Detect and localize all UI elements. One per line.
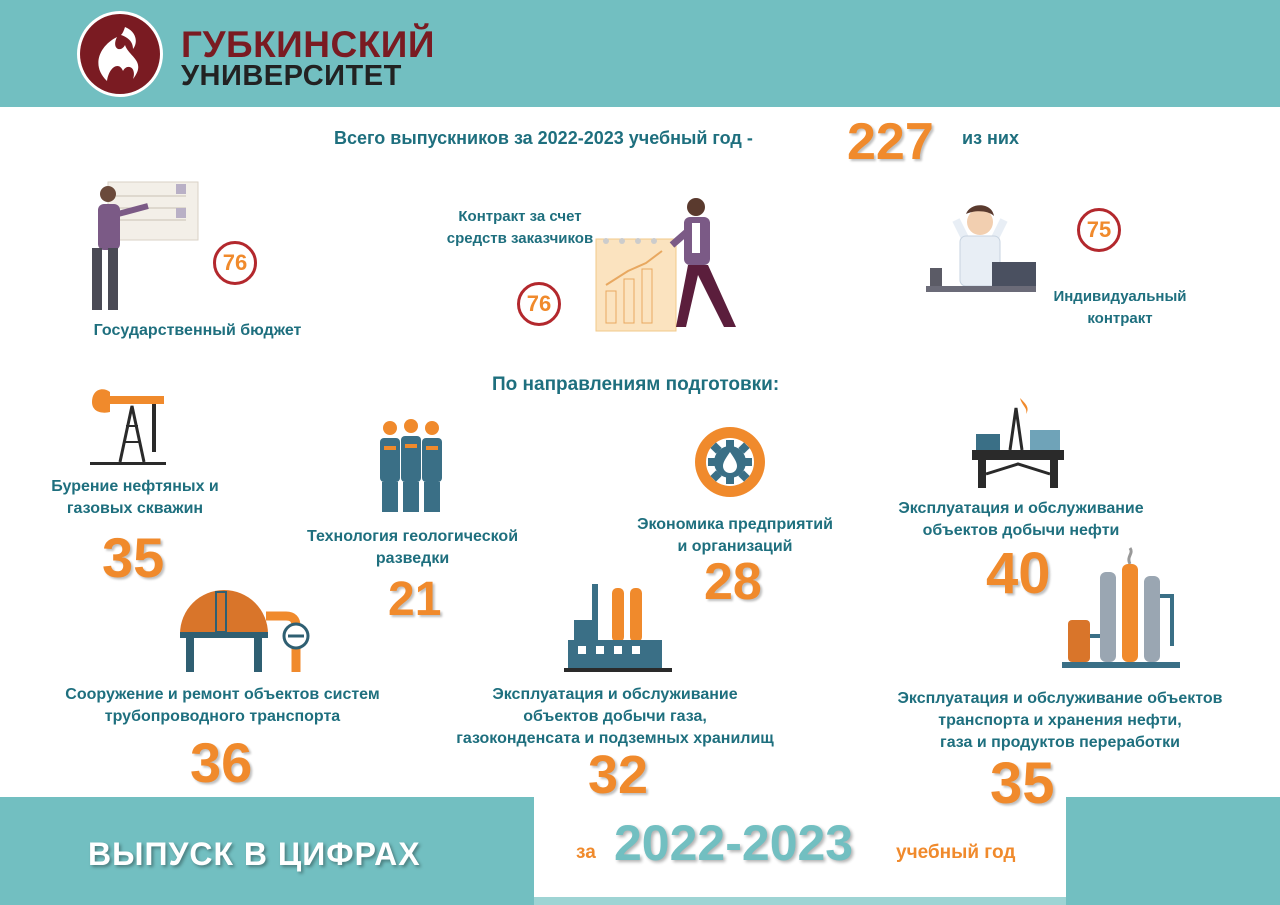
footer-suffix: учебный год bbox=[896, 842, 1016, 863]
presenter-board-illustration bbox=[86, 178, 206, 318]
direction-oil-value: 40 bbox=[986, 541, 1051, 606]
direction-economics-line1: Экономика предприятий bbox=[637, 516, 833, 533]
brand-name-line1: ГУБКИНСКИЙ bbox=[181, 24, 435, 65]
funding-individual-label-line1: Индивидуальный bbox=[1053, 288, 1187, 305]
funding-budget-value: 76 bbox=[213, 241, 257, 285]
direction-drilling-value: 35 bbox=[102, 526, 165, 589]
direction-gas-line3: газоконденсата и подземных хранилищ bbox=[456, 730, 774, 747]
calendar-push-illustration bbox=[592, 195, 772, 337]
direction-geology-label bbox=[290, 526, 535, 570]
distillation-column-icon bbox=[1060, 546, 1182, 672]
direction-geology-line1: Технология геологической bbox=[306, 528, 519, 545]
direction-pipeline-value: 36 bbox=[190, 731, 253, 794]
oil-platform-icon bbox=[970, 394, 1066, 492]
funding-individual-label bbox=[1040, 286, 1200, 330]
summary-total: 227 bbox=[847, 113, 934, 171]
footer-band-right bbox=[1066, 797, 1280, 905]
flame-logo-icon bbox=[77, 11, 163, 97]
funding-contract-label bbox=[420, 206, 620, 250]
footer-za: за bbox=[576, 842, 596, 863]
oil-pump-icon bbox=[88, 382, 168, 466]
direction-gas-line2: объектов добычи газа, bbox=[523, 708, 707, 725]
direction-gas-label bbox=[436, 684, 794, 750]
direction-pipeline-line1: Сооружение и ремонт объектов систем bbox=[65, 686, 380, 703]
direction-economics-value: 28 bbox=[704, 553, 762, 611]
directions-heading: По направлениям подготовки: bbox=[492, 374, 780, 395]
direction-geology-value: 21 bbox=[388, 573, 442, 626]
summary-suffix: из них bbox=[962, 128, 1019, 148]
direction-oil-line2: объектов добычи нефти bbox=[922, 522, 1120, 539]
direction-geology-line2: разведки bbox=[375, 550, 450, 567]
summary-prefix: Всего выпускников за 2022-2023 учебный год - bbox=[334, 128, 753, 148]
direction-oil-line1: Эксплуатация и обслуживание bbox=[898, 500, 1144, 517]
tank-pipeline-icon bbox=[176, 586, 310, 676]
direction-transport-value: 35 bbox=[990, 751, 1055, 816]
funding-contract-label-line2: средств заказчиков bbox=[446, 230, 594, 247]
direction-drilling-line2: газовых скважин bbox=[66, 500, 204, 517]
direction-gas-value: 32 bbox=[588, 745, 649, 805]
relaxed-worker-illustration bbox=[922, 200, 1042, 296]
gas-refinery-icon bbox=[562, 580, 674, 676]
footer-year: 2022-2023 bbox=[614, 815, 854, 871]
direction-transport-line3: газа и продуктов переработки bbox=[940, 734, 1180, 751]
funding-individual-label-line2: контракт bbox=[1087, 310, 1153, 327]
funding-contract-label-line1: Контракт за счет bbox=[458, 208, 582, 225]
direction-gas-line1: Эксплуатация и обслуживание bbox=[492, 686, 738, 703]
gear-oil-drop-icon bbox=[694, 426, 766, 498]
direction-transport-line1: Эксплуатация и обслуживание объектов bbox=[897, 690, 1223, 707]
university-logo[interactable] bbox=[77, 11, 163, 97]
direction-pipeline-line2: трубопроводного транспорта bbox=[104, 708, 341, 725]
direction-transport-label bbox=[872, 688, 1248, 754]
funding-budget-label: Государственный бюджет bbox=[93, 322, 302, 339]
direction-drilling-label bbox=[30, 476, 240, 520]
footer-strip bbox=[534, 897, 1066, 905]
funding-individual-value: 75 bbox=[1077, 208, 1121, 252]
funding-contract-value: 76 bbox=[517, 282, 561, 326]
direction-drilling-line1: Бурение нефтяных и bbox=[51, 478, 219, 495]
footer-title: ВЫПУСК В ЦИФРАХ bbox=[88, 836, 421, 872]
workers-group-icon bbox=[376, 418, 446, 514]
direction-pipeline-label bbox=[40, 684, 405, 728]
direction-oil-label bbox=[876, 498, 1166, 542]
brand-name-line2: УНИВЕРСИТЕТ bbox=[181, 60, 402, 92]
direction-transport-line2: транспорта и хранения нефти, bbox=[938, 712, 1182, 729]
direction-economics-line2: и организаций bbox=[677, 538, 793, 555]
